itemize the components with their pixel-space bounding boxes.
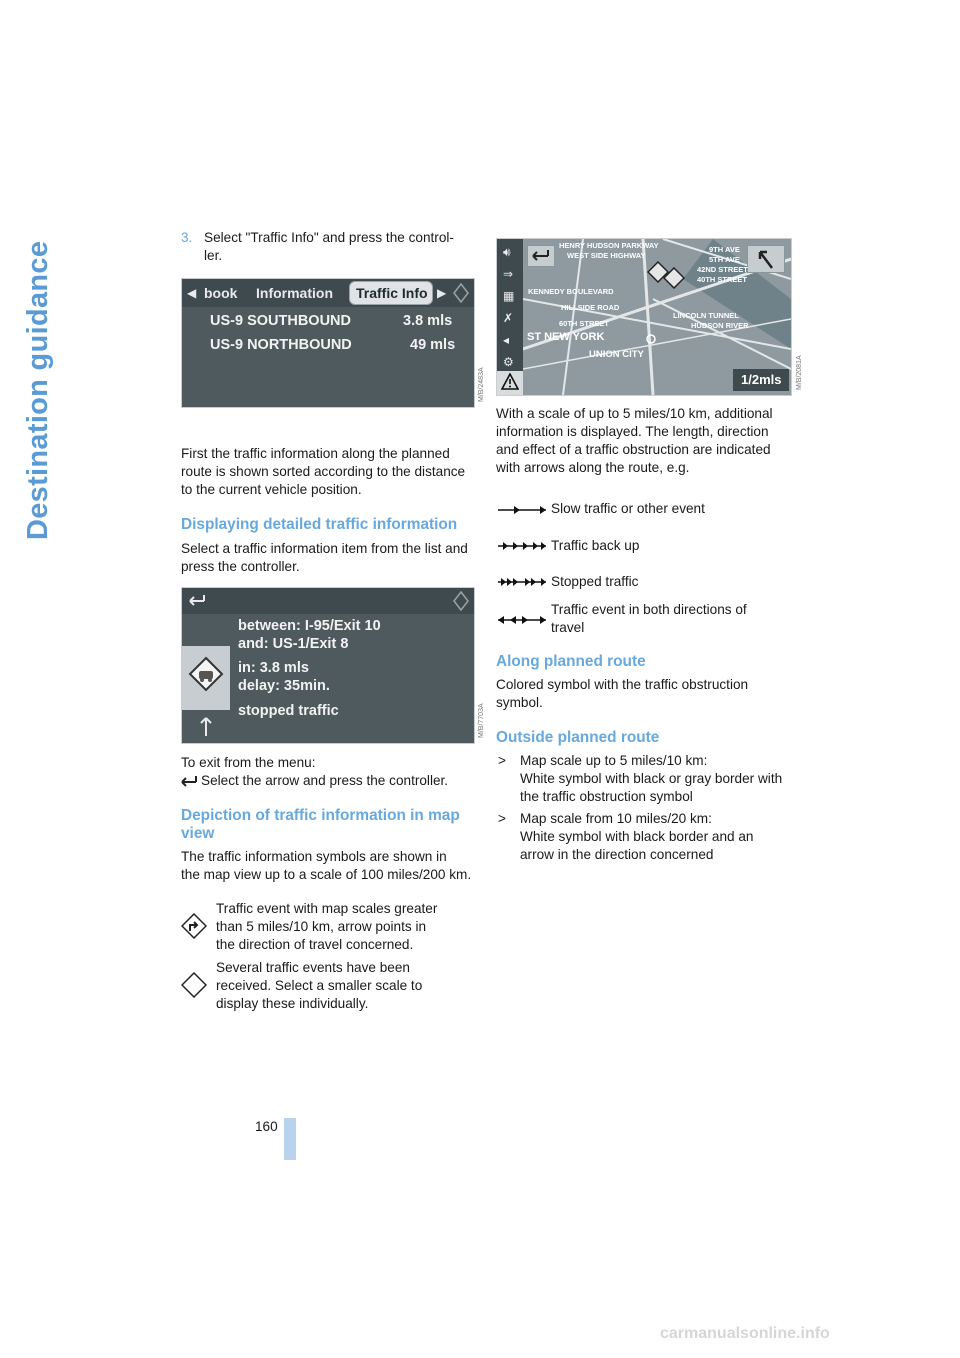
- bullet-line: Map scale from 10 miles/20 km:: [520, 811, 712, 826]
- diamond-outline-icon: [181, 972, 207, 998]
- controller-icon: [453, 283, 469, 303]
- section-title: Destination guidance: [22, 240, 54, 540]
- bullet-line: Map scale up to 5 miles/10 km:: [520, 753, 708, 768]
- traffic-row-distance: 49 mls: [410, 337, 456, 353]
- bullet-line: the traffic obstruction symbol: [520, 789, 693, 804]
- para-along-line: symbol.: [496, 695, 543, 710]
- heading-depiction: view: [181, 825, 215, 842]
- symbol-note-line: Several traffic events have been: [216, 960, 410, 975]
- para2-line: Select a traffic information item from the list and: [181, 541, 468, 556]
- map-label: 40TH STREET: [697, 275, 748, 284]
- para1-line: to the current vehicle position.: [181, 482, 362, 497]
- para3-line: The traffic information symbols are shown in: [181, 849, 447, 864]
- step-text-line1: Select "Traffic Info" and press the control-: [204, 230, 454, 245]
- symbol-note-line: than 5 miles/10 km, arrow points in: [216, 919, 427, 934]
- heading-detailed-traffic: Displaying detailed traffic information: [181, 516, 458, 533]
- warning-triangle-icon[interactable]: [501, 373, 519, 391]
- tab-information[interactable]: Information: [256, 285, 333, 301]
- map-label: 60TH STREET: [559, 319, 610, 328]
- bullet-mark: >: [498, 811, 506, 826]
- page-marker-bar: [284, 1118, 296, 1160]
- map-scale[interactable]: 1/2mls: [741, 372, 782, 387]
- figure-code: M/B/2081A: [796, 355, 803, 390]
- map-label: 42ND STREET: [697, 265, 748, 274]
- map-label: 9TH AVE: [709, 245, 740, 254]
- para4-line: With a scale of up to 5 miles/10 km, additional: [496, 406, 773, 421]
- menu-right-arrow-icon[interactable]: ▶: [437, 286, 447, 300]
- heading-depiction: Depiction of traffic information in map: [181, 807, 460, 824]
- tab-book[interactable]: book: [204, 285, 238, 301]
- single-arrow-icon: [496, 503, 548, 517]
- map-label: LINCOLN TUNNEL: [673, 311, 739, 320]
- bullet-line: White symbol with black border and an: [520, 829, 754, 844]
- exit-menu-instruction: Select the arrow and press the controller.: [201, 773, 449, 788]
- triple-arrow-icon: [496, 575, 548, 589]
- figure-code: M/B/7703A: [478, 703, 485, 738]
- map-label: ST NEW YORK: [527, 331, 605, 343]
- traffic-detail-screen: [181, 587, 475, 744]
- traffic-row-road[interactable]: US-9 SOUTHBOUND: [210, 313, 351, 329]
- exit-menu-intro: To exit from the menu:: [181, 755, 316, 770]
- map-label: HUDSON RIVER: [691, 321, 749, 330]
- detail-delay: delay: 35min.: [238, 678, 330, 694]
- stopped-traffic-icon: [188, 656, 224, 692]
- para2-line: press the controller.: [181, 559, 300, 574]
- back-arrow-icon[interactable]: [188, 593, 206, 607]
- back-arrow-icon: [181, 774, 199, 786]
- heading-along-route: Along planned route: [496, 653, 646, 670]
- legend-label: Traffic back up: [551, 538, 640, 553]
- bidirectional-arrow-icon: [496, 613, 548, 627]
- symbol-note-line: display these individually.: [216, 996, 369, 1011]
- legend-label: Stopped traffic: [551, 574, 639, 589]
- legend-label: travel: [551, 620, 585, 635]
- split-screen-icon[interactable]: ▦: [503, 289, 515, 303]
- step-text-line2: ler.: [204, 248, 223, 263]
- page-number: 160: [255, 1119, 278, 1134]
- walker-icon[interactable]: ✗: [503, 311, 514, 325]
- footer-watermark: carmanualsonline.info: [660, 1325, 830, 1342]
- map-back-button[interactable]: [527, 245, 555, 267]
- detail-in: in: 3.8 mls: [238, 660, 309, 676]
- bullet-line: White symbol with black or gray border with: [520, 771, 783, 786]
- para1-line: route is shown sorted according to the distance: [181, 464, 466, 479]
- symbol-note-line: the direction of travel concerned.: [216, 937, 414, 952]
- direction-icon[interactable]: ◂: [503, 333, 510, 347]
- north-arrow-button[interactable]: [747, 245, 785, 273]
- heading-outside-route: Outside planned route: [496, 729, 660, 746]
- traffic-info-screen: [181, 278, 475, 408]
- detail-between: between: I-95/Exit 10: [238, 618, 381, 634]
- map-view-screen: [496, 238, 792, 396]
- settings-icon[interactable]: ⚙︎: [503, 355, 514, 369]
- map-label: HENRY HUDSON PARKWAY: [559, 241, 659, 250]
- para3-line: the map view up to a scale of 100 miles/200 km.: [181, 867, 472, 882]
- symbol-note-line: received. Select a smaller scale to: [216, 978, 423, 993]
- map-label: UNION CITY: [589, 349, 644, 360]
- detail-and: and: US-1/Exit 8: [238, 636, 349, 652]
- para4-line: with arrows along the route, e.g.: [496, 460, 690, 475]
- tab-traffic-info[interactable]: Traffic Info: [356, 285, 428, 301]
- para1-line: First the traffic information along the planned: [181, 446, 450, 461]
- legend-label: Slow traffic or other event: [551, 501, 705, 516]
- map-label: HILLSIDE ROAD: [561, 303, 620, 312]
- figure-code: M/B/2483A: [478, 367, 485, 402]
- para4-line: and effect of a traffic obstruction are indicated: [496, 442, 771, 457]
- para4-line: information is displayed. The length, direction: [496, 424, 769, 439]
- diamond-arrow-icon: [181, 913, 207, 939]
- map-label: WEST SIDE HIGHWAY: [567, 251, 646, 260]
- traffic-row-distance: 3.8 mls: [403, 313, 453, 329]
- step-number: 3.: [181, 230, 193, 245]
- symbol-note-line: Traffic event with map scales greater: [216, 901, 438, 916]
- up-arrow-icon[interactable]: [196, 714, 216, 738]
- route-icon[interactable]: ⇒: [503, 267, 514, 281]
- bullet-line: arrow in the direction concerned: [520, 847, 714, 862]
- map-label: KENNEDY BOULEVARD: [528, 287, 614, 296]
- detail-menu-bar: [182, 588, 474, 614]
- para-along-line: Colored symbol with the traffic obstruction: [496, 677, 749, 692]
- legend-label: Traffic event in both directions of: [551, 602, 747, 617]
- traffic-symbol-icon[interactable]: [663, 267, 685, 289]
- detail-status: stopped traffic: [238, 703, 339, 719]
- menu-left-arrow-icon[interactable]: ◀: [187, 286, 197, 300]
- double-arrow-icon: [496, 539, 548, 553]
- volume-icon[interactable]: 🔊︎: [503, 245, 511, 259]
- map-label: 5TH AVE: [709, 255, 740, 264]
- traffic-row-road[interactable]: US-9 NORTHBOUND: [210, 337, 352, 353]
- bullet-mark: >: [498, 753, 506, 768]
- controller-icon: [453, 591, 469, 611]
